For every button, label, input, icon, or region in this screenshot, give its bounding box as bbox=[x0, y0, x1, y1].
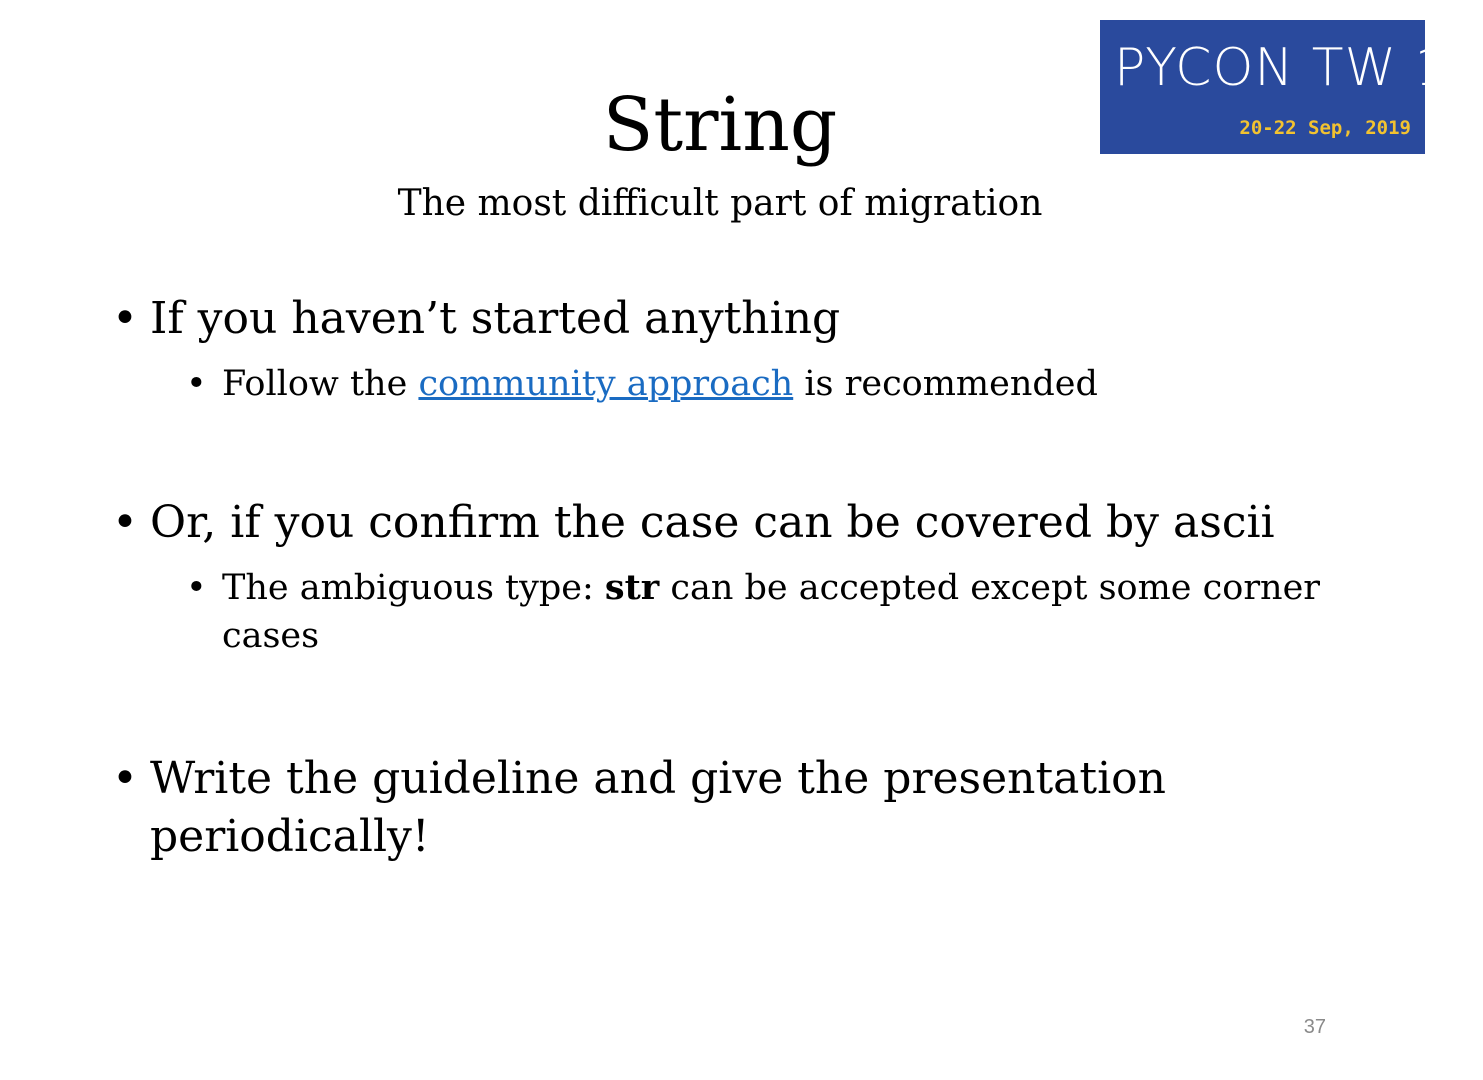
bullet-item bbox=[112, 750, 1342, 866]
bullet-group-3 bbox=[112, 750, 1342, 866]
bullet-dot-icon: • bbox=[112, 497, 138, 548]
bullet-text: Write the guideline and give the presentation periodically! bbox=[150, 753, 1166, 862]
sub-bullet-item bbox=[186, 564, 1342, 660]
sub-bullet-suffix: can be accepted except some corner cases bbox=[222, 568, 1321, 656]
logo-date: 20-22 Sep, 2019 bbox=[1239, 117, 1411, 139]
page-number: 37 bbox=[1303, 1016, 1326, 1038]
bullet-dot-icon: • bbox=[112, 293, 138, 344]
sub-bullet-prefix: Follow the bbox=[222, 364, 419, 404]
bullet-group-1 bbox=[112, 290, 1342, 408]
bullet-group-2 bbox=[112, 494, 1342, 660]
sub-bullet-suffix: is recommended bbox=[793, 364, 1098, 404]
community-approach-link[interactable]: community approach bbox=[418, 364, 794, 404]
bullet-text: Or, if you confirm the case can be covered by ascii bbox=[150, 497, 1275, 548]
str-keyword: str bbox=[604, 567, 660, 608]
slide-subtitle: The most difficult part of migration bbox=[397, 183, 1043, 224]
sub-bullet-item bbox=[186, 360, 1342, 408]
bullet-item bbox=[112, 290, 1342, 348]
sub-bullet-dot-icon: • bbox=[186, 568, 207, 608]
bullet-text: If you haven’t started anything bbox=[150, 293, 841, 344]
sub-bullet-prefix: The ambiguous type: bbox=[222, 568, 605, 608]
bullet-dot-icon: • bbox=[112, 753, 138, 804]
bullet-item bbox=[112, 494, 1342, 552]
sub-bullet-dot-icon: • bbox=[186, 364, 207, 404]
slide-title: String bbox=[602, 82, 838, 168]
logo-wordmark: PYCON TW 19 bbox=[1114, 38, 1483, 98]
